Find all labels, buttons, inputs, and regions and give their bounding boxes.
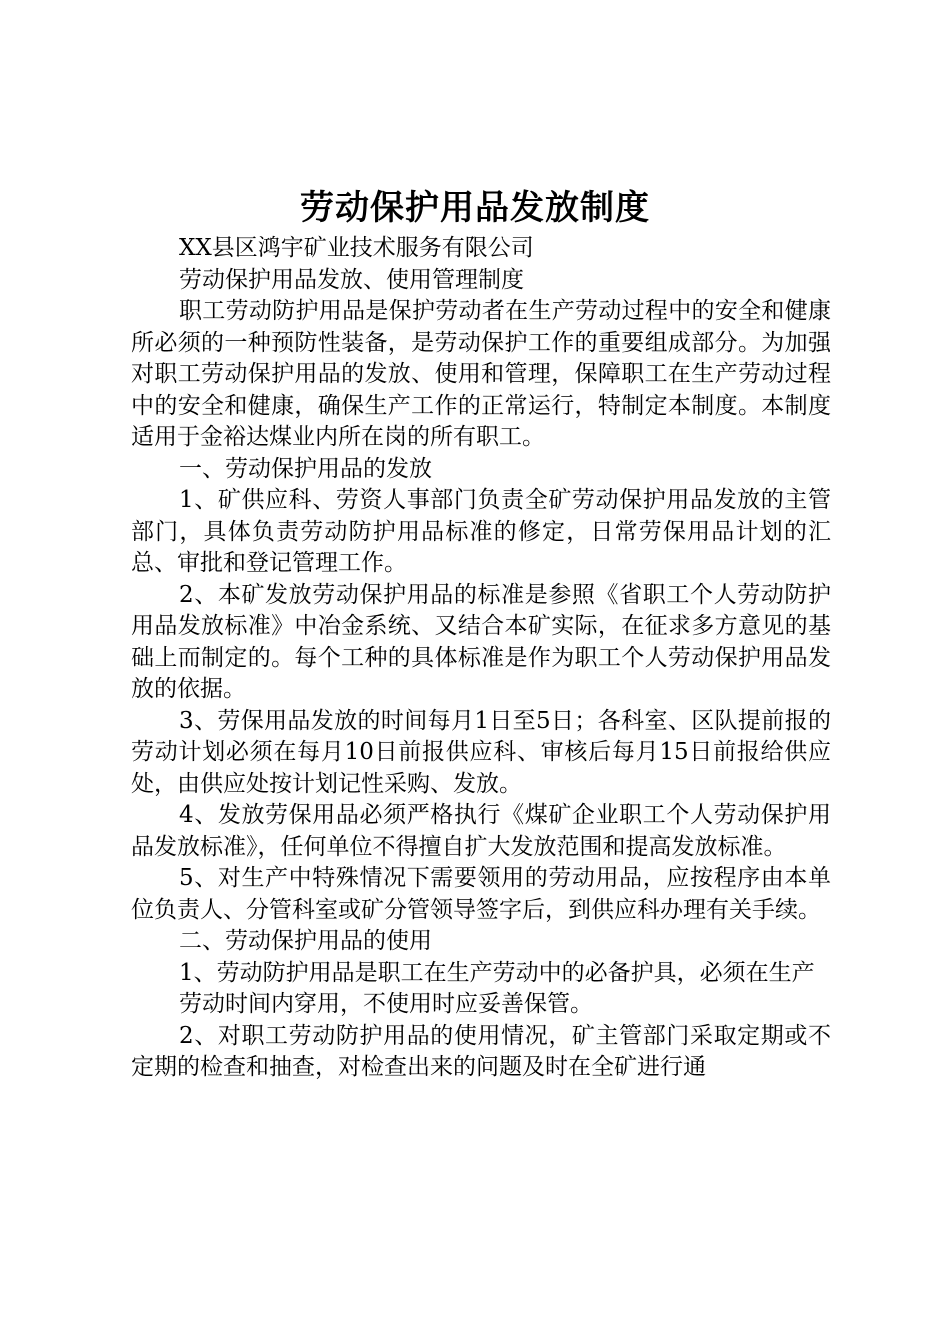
paragraph: 2、本矿发放劳动保护用品的标准是参照《省职工个人劳动防护用品发放标准》中冶金系统、又结合本矿实际，在征求多方意见的基础上而制定的。每个工种的具体标准是作为职工个人劳动保护用品发放的依据。	[131, 581, 831, 702]
company-name-line: XX县区鸿宇矿业技术服务有限公司	[179, 235, 534, 261]
paragraph: 职工劳动防护用品是保护劳动者在生产劳动过程中的安全和健康所必须的一种预防性装备，是劳动保护工作的重要组成部分。为加强对职工劳动保护用品的发放、使用和管理，保障职工在生产劳动过程中的安全和健康，确保生产工作的正常运行，特制定本制度。本制度适用于金裕达煤业内所在岗的所有职工。	[131, 298, 831, 450]
section-heading: 一、劳动保护用品的发放	[179, 455, 432, 482]
document-body	[131, 233, 831, 1084]
paragraph: 1、劳动防护用品是职工在生产劳动中的必备护具，必须在生产	[179, 959, 815, 986]
paragraph: 1、矿供应科、劳资人事部门负责全矿劳动保护用品发放的主管部门，具体负责劳动防护用品标准的修定，日常劳保用品计划的汇总、审批和登记管理工作。	[131, 487, 831, 576]
subtitle-line: 劳动保护用品发放、使用管理制度	[179, 266, 524, 293]
paragraph: 劳动时间内穿用，不使用时应妥善保管。	[179, 991, 593, 1017]
section-heading: 二、劳动保护用品的使用	[179, 928, 432, 954]
paragraph: 3、劳保用品发放的时间每月1日至5日；各科室、区队提前报的劳动计划必须在每月10日前报供应科、审核后每月15日前报给供应处，由供应处按计划记性采购、发放。	[131, 707, 831, 797]
paragraph: 2、对职工劳动防护用品的使用情况，矿主管部门采取定期或不定期的检查和抽查，对检查出来的问题及时在全矿进行通	[131, 1022, 831, 1080]
paragraph: 4、发放劳保用品必须严格执行《煤矿企业职工个人劳动保护用品发放标准》，任何单位不得擅自扩大发放范围和提高发放标准。	[131, 802, 831, 860]
document-title: 劳动保护用品发放制度	[300, 188, 650, 228]
paragraph: 5、对生产中特殊情况下需要领用的劳动用品，应按程序由本单位负责人、分管科室或矿分管领导签字后，到供应科办理有关手续。	[131, 865, 831, 923]
